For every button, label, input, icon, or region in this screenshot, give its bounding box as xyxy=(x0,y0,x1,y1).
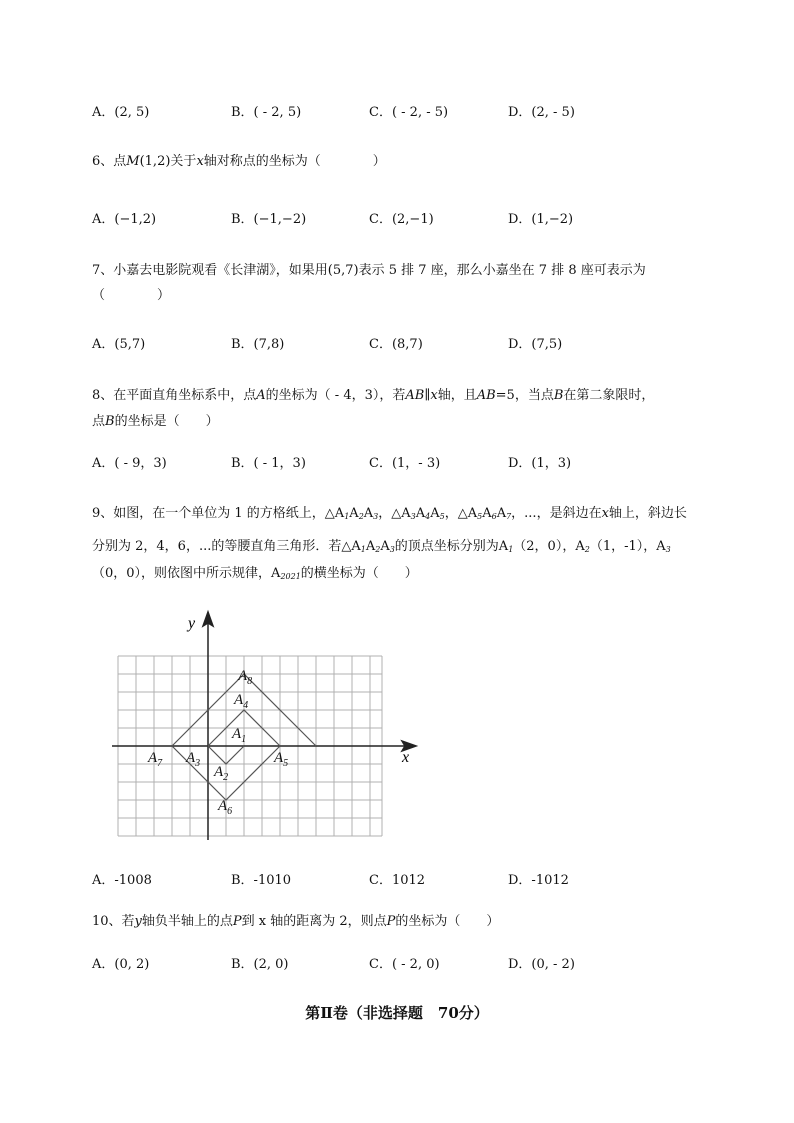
label-a6: $A_6$ xyxy=(218,798,233,817)
label-a4: $A_4$ xyxy=(234,692,249,711)
q7-options xyxy=(92,333,712,353)
section-title: 第Ⅱ卷（非选择题 70分） xyxy=(305,1004,489,1022)
q6-option-a[interactable]: A．(−1,2) xyxy=(92,212,157,227)
q9-stem-line2: 分别为 2，4，6，...的等腰直角三角形．若$\triangle A_1A_2A_3$的顶点坐标分别为$A_1(2$，0），$A_2(1$，-1），$A_3$ xyxy=(92,539,671,554)
q5-option-b[interactable]: B．( - 2, 5) xyxy=(231,105,302,120)
q9-option-c[interactable]: C．1012 xyxy=(369,873,426,888)
q9-option-a[interactable]: A．-1008 xyxy=(92,873,152,888)
q5-option-a[interactable]: A．(2, 5) xyxy=(92,105,150,120)
q7-option-a[interactable]: A．(5,7) xyxy=(92,337,146,352)
q7-option-d[interactable]: D．(7,5) xyxy=(508,337,563,352)
q7-stem-line1: 7、小嘉去电影院观看《长津湖》，如果用(5,7)表示 5 排 7 座，那么小嘉坐在 7 排 8 座可表示为 xyxy=(92,263,646,278)
q9-options xyxy=(92,869,712,889)
q7-option-c[interactable]: C．(8,7) xyxy=(369,337,423,352)
q6-option-c[interactable]: C．(2,−1) xyxy=(369,212,434,227)
q10-option-c[interactable]: C．( - 2, 0) xyxy=(369,957,440,972)
label-a3: $A_3$ xyxy=(186,750,201,769)
label-a1: $A_1$ xyxy=(232,726,247,745)
q9-stem-line1: 9、如图，在一个单位为 1 的方格纸上，$\triangle A_1A_2A_3$，$\triangle A_3A_4A_5$，$\triangle A_5A_6A_7$，...，是斜边在x轴上，斜边长 xyxy=(92,506,687,521)
q9-stem-line3: （0，0），则依图中所示规律，$A_{2021}$的横坐标为（ ） xyxy=(92,566,418,581)
q8-options xyxy=(92,452,712,472)
q10-stem: 10、若y轴负半轴上的点P到 x 轴的距离为 2，则点P的坐标为（ ） xyxy=(92,914,500,929)
label-a2: $A_2$ xyxy=(214,764,229,783)
q10-options xyxy=(92,953,712,973)
q6-option-d[interactable]: D．(1,−2) xyxy=(508,212,574,227)
q9-coordinate-figure xyxy=(112,608,432,840)
q6-options xyxy=(92,208,712,228)
label-a5: $A_5$ xyxy=(274,750,289,769)
q6-stem: 6、点M(1,2)关于x轴对称点的坐标为（ ） xyxy=(92,154,386,169)
q9-option-b[interactable]: B．-1010 xyxy=(231,873,292,888)
q7-option-b[interactable]: B．(7,8) xyxy=(231,337,285,352)
q9-option-d[interactable]: D．-1012 xyxy=(508,873,569,888)
q5-option-c[interactable]: C．( - 2, - 5) xyxy=(369,105,449,120)
q8-option-c[interactable]: C．(1，- 3) xyxy=(369,456,441,471)
q10-option-d[interactable]: D．(0, - 2) xyxy=(508,957,575,972)
label-a8: $A_8$ xyxy=(238,668,253,687)
q8-stem-line1: 8、在平面直角坐标系中，点A的坐标为（ - 4，3），若AB∥x轴，且AB=5，当点B在第二象限时， xyxy=(92,388,655,403)
q8-option-a[interactable]: A．( - 9，3) xyxy=(92,456,167,471)
q8-option-d[interactable]: D．(1，3) xyxy=(508,456,572,471)
q10-option-b[interactable]: B．(2, 0) xyxy=(231,957,289,972)
q8-option-b[interactable]: B．( - 1，3) xyxy=(231,456,306,471)
x-axis-label: x xyxy=(402,749,410,766)
q8-stem-line2: 点B的坐标是（ ） xyxy=(92,414,219,429)
q6-option-b[interactable]: B．(−1,−2) xyxy=(231,212,307,227)
y-axis-label: y xyxy=(188,615,196,632)
q5-options xyxy=(92,101,712,121)
q10-option-a[interactable]: A．(0, 2) xyxy=(92,957,150,972)
q7-stem-line2: （ ） xyxy=(92,288,171,303)
q5-option-d[interactable]: D．(2, - 5) xyxy=(508,105,575,120)
label-a7: $A_7$ xyxy=(148,750,163,769)
